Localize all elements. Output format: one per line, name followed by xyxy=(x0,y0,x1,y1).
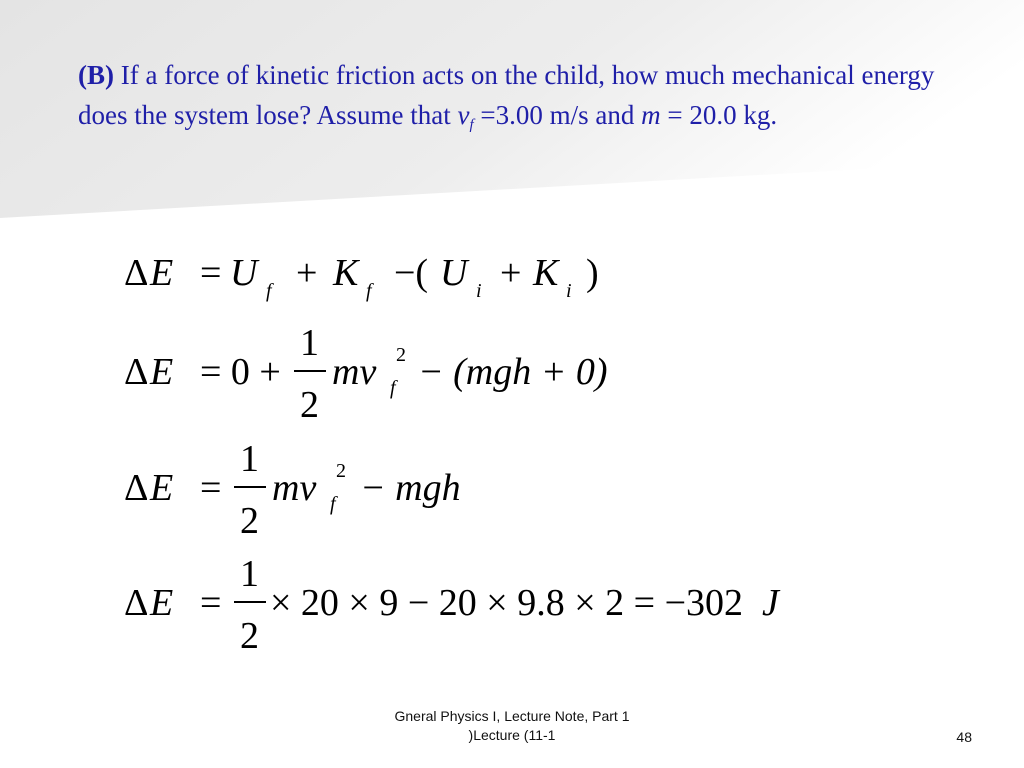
fraction-denominator: 2 xyxy=(240,500,259,542)
var-m: m xyxy=(641,100,661,130)
delta-symbol: Δ xyxy=(124,351,149,393)
equals-sign: = xyxy=(200,252,222,294)
subscript-i: i xyxy=(476,280,482,302)
subscript-f: f xyxy=(330,493,336,515)
energy-var: E xyxy=(150,467,174,509)
rest-of-equation: − (mgh + 0) xyxy=(418,351,608,393)
equation-1 xyxy=(124,252,599,302)
minus-paren: −( xyxy=(394,252,429,294)
superscript-2: 2 xyxy=(396,344,406,366)
var-u-2: U xyxy=(440,252,468,294)
var-k-2: K xyxy=(533,252,559,294)
fraction-numerator: 1 xyxy=(240,438,259,480)
equation-2 xyxy=(124,322,608,426)
equation-4 xyxy=(124,553,781,657)
question-part3: = 20.0 kg. xyxy=(660,100,778,130)
subscript-f: f xyxy=(266,280,272,302)
part-label: (B) xyxy=(78,60,114,90)
fraction-numerator: 1 xyxy=(300,322,319,364)
rest-of-equation: − mgh xyxy=(360,467,461,509)
mv-term: mv xyxy=(332,351,377,393)
question-part1: If a force of kinetic friction acts on the child, how much mechanical energy does the system lose? Assume that xyxy=(78,60,935,130)
plus-sign: + xyxy=(296,252,318,294)
question-text xyxy=(78,55,958,135)
var-k: K xyxy=(333,252,359,294)
energy-var: E xyxy=(150,252,174,294)
delta-symbol: Δ xyxy=(124,582,149,624)
page-number: 48 xyxy=(956,729,972,745)
subscript-i-2: i xyxy=(566,280,572,302)
var-u: U xyxy=(230,252,258,294)
superscript-2: 2 xyxy=(336,460,346,482)
equals-sign: = xyxy=(200,467,222,509)
equals-zero-plus: = 0 + xyxy=(200,351,281,393)
footer-line-1: Gneral Physics I, Lecture Note, Part 1 xyxy=(394,708,630,724)
question-part2: =3.00 m/s and xyxy=(473,100,642,130)
close-paren: ) xyxy=(586,252,599,294)
arithmetic-expression: × 20 × 9 − 20 × 9.8 × 2 = −302 xyxy=(270,582,744,624)
plus-sign-2: + xyxy=(500,252,522,294)
energy-var: E xyxy=(150,351,174,393)
var-v: v xyxy=(457,100,470,130)
delta-symbol: Δ xyxy=(124,252,149,294)
equation-3 xyxy=(124,438,461,542)
fraction-denominator: 2 xyxy=(240,615,259,657)
equals-sign: = xyxy=(200,582,222,624)
subscript-f-2: f xyxy=(366,280,372,302)
energy-var: E xyxy=(150,582,174,624)
var-v-subscript: f xyxy=(469,117,474,133)
fraction-numerator: 1 xyxy=(240,553,259,595)
subscript-f: f xyxy=(390,377,396,399)
unit-joule: J xyxy=(762,582,779,624)
mv-term: mv xyxy=(272,467,317,509)
footer-course-title xyxy=(345,707,679,745)
footer-line-2: )Lecture (11-1 xyxy=(468,727,556,743)
delta-symbol: Δ xyxy=(124,467,149,509)
fraction-denominator: 2 xyxy=(300,384,319,426)
